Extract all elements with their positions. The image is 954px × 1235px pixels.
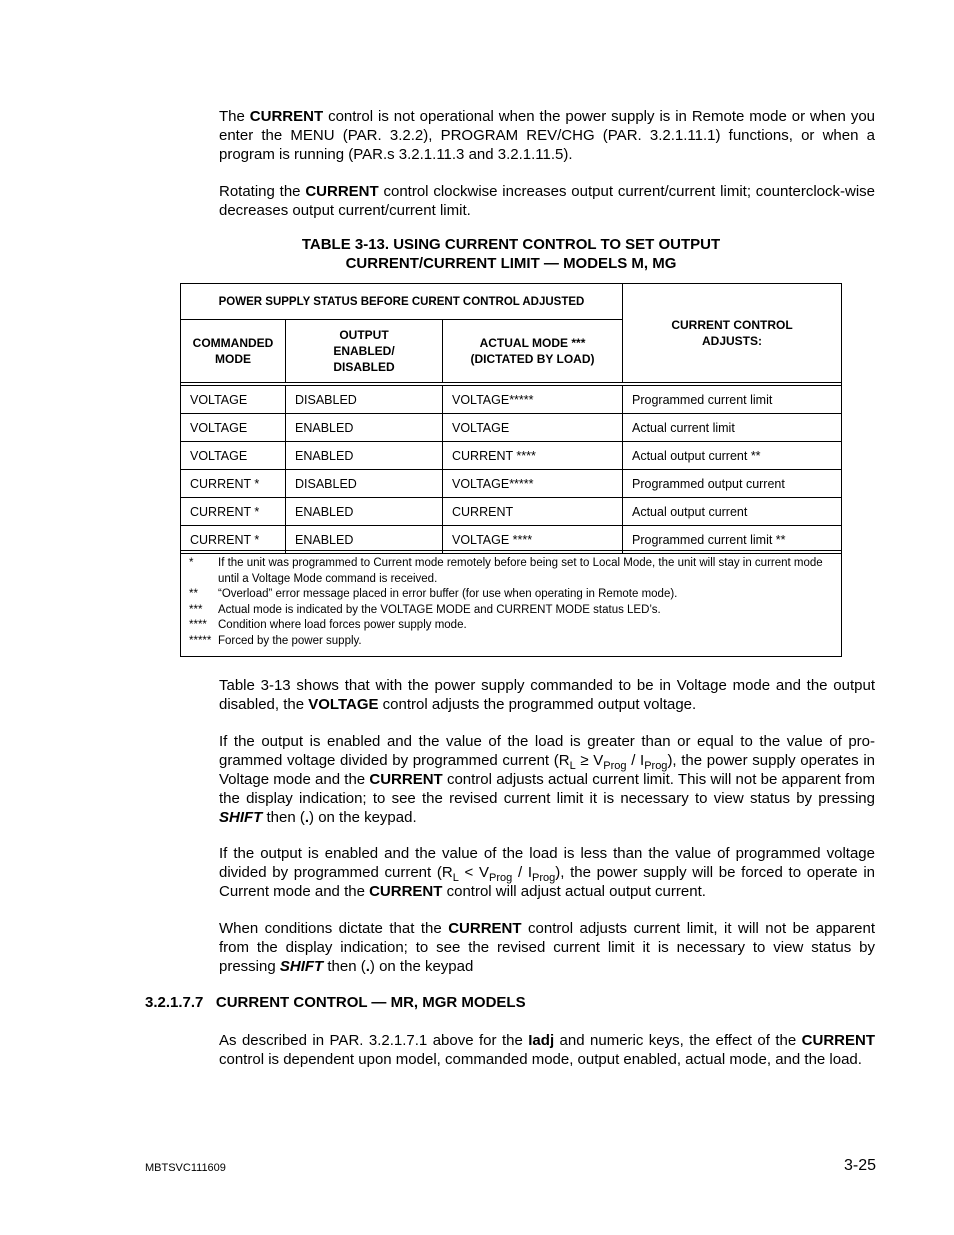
section-heading: 3.2.1.7.7 CURRENT CONTROL — MR, MGR MODELS bbox=[145, 994, 526, 1011]
col-header-commanded-mode: COMMANDED MODE bbox=[192, 336, 274, 366]
document-id: MBTSVC111609 bbox=[145, 1162, 226, 1174]
key-name: SHIFT bbox=[219, 809, 263, 826]
adjusts-cell: Programmed current limit bbox=[632, 392, 773, 407]
table-notes bbox=[189, 556, 834, 650]
note-mark: ***** bbox=[189, 634, 212, 647]
output-state-cell: DISABLED bbox=[295, 392, 357, 407]
subscript: Prog bbox=[489, 872, 513, 884]
bold-term: CURRENT bbox=[448, 920, 522, 937]
paragraph-voltage-mode-load: If the output is enabled and the value of the load is greater than or equal to the value of pro-grammed voltage divided by programmed current $(R_L \ge V_{Prog} / I_{Prog})$, the power supply operates in Voltage mode and the CURRENT control adjusts actual current limit. This will not be apparent from the display indication; to see the revised current limit it is necessary to view status by pressing SHIFT then (.) on the keypad. bbox=[219, 733, 876, 826]
note-text: Actual mode is indicated by the VOLTAGE MODE and CURRENT MODE status LED’s. bbox=[218, 603, 661, 616]
bold-term: CURRENT bbox=[801, 1032, 876, 1049]
bold-term: . bbox=[304, 809, 310, 826]
page-number: 3-25 bbox=[843, 1157, 876, 1174]
current-control-table bbox=[180, 283, 842, 657]
col-header-actual-mode: ACTUAL MODE *** (DICTATED BY LOAD) bbox=[470, 336, 595, 366]
adjusts-cell: Actual current limit bbox=[632, 420, 735, 435]
note-mark: ** bbox=[189, 588, 198, 601]
col-header-output-enabled: OUTPUT ENABLED/ DISABLED bbox=[333, 328, 395, 374]
key-name: SHIFT bbox=[279, 958, 324, 975]
actual-mode-cell: VOLTAGE bbox=[452, 420, 510, 435]
subscript: Prog bbox=[644, 760, 668, 772]
group-header: POWER SUPPLY STATUS BEFORE CURENT CONTROL ADJUSTED bbox=[218, 295, 585, 308]
output-state-cell: ENABLED bbox=[295, 532, 354, 547]
adjusts-cell: Programmed current limit ** bbox=[632, 532, 786, 547]
output-state-cell: DISABLED bbox=[295, 476, 357, 491]
subscript: Prog bbox=[532, 872, 556, 884]
adjusts-cell: Actual output current bbox=[632, 504, 748, 519]
table-caption-line2: CURRENT/CURRENT LIMIT — MODELS M, MG bbox=[345, 255, 677, 272]
commanded-mode-cell: CURRENT * bbox=[190, 504, 260, 519]
bold-term: CURRENT bbox=[369, 883, 443, 900]
actual-mode-cell: CURRENT bbox=[452, 504, 514, 519]
subscript: L bbox=[569, 760, 576, 772]
bold-term: Iadj bbox=[528, 1032, 555, 1049]
paragraph-current-mode-load: If the output is enabled and the value of the load is less than the value of programmed voltage divided by programmed current $(R_L < V_{Prog} / I_{Prog})$, the power supply will be forced to operate in Current mode and the CURRENT control will adjust actual output current. bbox=[219, 845, 876, 900]
note-text: Condition where load forces power supply mode. bbox=[218, 619, 467, 632]
table-note bbox=[189, 618, 834, 634]
paragraph-rotating-current: Rotating the CURRENT control clockwise increases output current/current limit; counterclock-wise decreases output current/current limit. bbox=[219, 183, 875, 219]
bold-term: CURRENT bbox=[249, 108, 324, 125]
note-mark: **** bbox=[189, 619, 207, 632]
commanded-mode-cell: CURRENT * bbox=[190, 476, 260, 491]
actual-mode-cell: VOLTAGE **** bbox=[452, 532, 533, 547]
table-caption-line1: TABLE 3-13. USING CURRENT CONTROL TO SET OUTPUT bbox=[301, 236, 721, 253]
table-note bbox=[189, 634, 834, 650]
bold-term: . bbox=[365, 958, 370, 975]
note-text: “Overload” error message placed in error buffer (for use when operating in Remote mode). bbox=[218, 588, 678, 601]
subscript: Prog bbox=[603, 760, 627, 772]
paragraph-current-limit-status: When conditions dictate that the CURRENT control adjusts current limit, it will not be apparent from the display indication; to see the revised current limit it is necessary to view status by pressing SHIFT then (.) on the keypad bbox=[219, 920, 876, 975]
col-header-current-control-adjusts: CURRENT CONTROL ADJUSTS: bbox=[671, 318, 793, 348]
note-text: Forced by the power supply. bbox=[218, 634, 362, 647]
actual-mode-cell: CURRENT **** bbox=[452, 448, 536, 463]
table-note bbox=[189, 587, 834, 603]
commanded-mode-cell: VOLTAGE bbox=[190, 420, 248, 435]
table-note bbox=[189, 603, 834, 619]
adjusts-cell: Programmed output current bbox=[632, 476, 785, 491]
commanded-mode-cell: VOLTAGE bbox=[190, 392, 248, 407]
bold-term: VOLTAGE bbox=[308, 696, 379, 713]
note-mark: * bbox=[189, 557, 194, 569]
paragraph-current-not-operational: The CURRENT control is not operational when the power supply is in Remote mode or when you enter the MENU (PAR. 3.2.2), PROGRAM REV/CHG (PAR. 3.2.1.11.1) functions, or when a program is running (PAR.s 3.2.1.11.3 and 3.2.1.11.5). bbox=[219, 108, 875, 163]
adjusts-cell: Actual output current ** bbox=[632, 448, 761, 463]
subscript: L bbox=[452, 872, 459, 884]
paragraph-mr-mgr-models: As described in PAR. 3.2.1.7.1 above for the Iadj and numeric keys, the effect of the CURRENT control is dependent upon model, commanded mode, output enabled, actual mode, and the load. bbox=[219, 1032, 876, 1068]
actual-mode-cell: VOLTAGE***** bbox=[452, 392, 534, 407]
table-note bbox=[189, 556, 834, 587]
paragraph-table-explanation: Table 3-13 shows that with the power supply commanded to be in Voltage mode and the output disabled, the VOLTAGE control adjusts the programmed output voltage. bbox=[219, 677, 875, 713]
output-state-cell: ENABLED bbox=[295, 448, 354, 463]
bold-term: CURRENT bbox=[369, 771, 443, 788]
bold-term: CURRENT bbox=[305, 183, 379, 200]
output-state-cell: ENABLED bbox=[295, 420, 354, 435]
commanded-mode-cell: CURRENT * bbox=[190, 532, 260, 547]
commanded-mode-cell: VOLTAGE bbox=[190, 448, 248, 463]
output-state-cell: ENABLED bbox=[295, 504, 354, 519]
actual-mode-cell: VOLTAGE***** bbox=[452, 476, 534, 491]
note-text: If the unit was programmed to Current mode remotely before being set to Local Mode, the unit will stay in current mode until a Voltage Mode command is received. bbox=[218, 557, 823, 585]
note-mark: *** bbox=[189, 603, 203, 616]
